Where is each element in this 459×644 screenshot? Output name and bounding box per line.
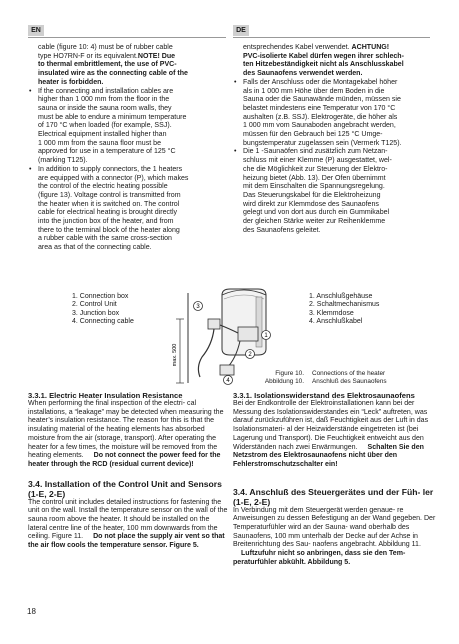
legend-de <box>309 293 379 327</box>
heading-line: 3.4. Installation of the Control Unit and <box>28 478 186 489</box>
supply-cable <box>198 329 214 377</box>
note-line: insulated wire as the connecting cable of the <box>38 70 188 78</box>
text-line: (marking T125). <box>38 157 88 165</box>
text-line: schluss mit einer Klemme (P) ausgestattet, wel- <box>243 157 392 165</box>
de-top-column <box>243 44 435 235</box>
figure-caption <box>264 370 387 385</box>
text-line: Das Steuerungskabel für die Elektroheizung <box>243 191 381 199</box>
text-line: als in 1 000 mm Höhe über dem Boden in die <box>243 87 385 95</box>
warning-line: Schalten Sie den Netzstrom des Elektrosaunaofens <box>233 443 424 460</box>
text-line: 1 000 mm from the sauna floor must be <box>38 139 161 147</box>
text-line: 1 000 mm vom Saunaboden angebracht werden, <box>243 122 396 130</box>
header-rule-left <box>28 37 226 38</box>
caption-de-text: Anschluß des Saunaofens <box>312 377 387 385</box>
text-line: naofens angebracht. Abbildung 11. <box>312 541 421 549</box>
callout-label: 1 <box>264 333 268 339</box>
note-line: ten Hitzebeständigkeit nicht als Anschlusskabel <box>243 61 404 69</box>
text-line: fastening the unit on the wall. Install the temperature <box>28 498 222 515</box>
callout-label: 3 <box>196 304 200 310</box>
heading-line: ler (1-E, 2-E) <box>233 486 434 507</box>
text-line: • In addition to supply connectors, the 1 heaters <box>38 165 183 173</box>
header-rule-right <box>233 37 430 38</box>
text-line: the control of the electric heating possible <box>38 183 168 191</box>
text-line: • If the connecting and installation cables are <box>38 87 174 95</box>
note-line: ACHTUNG! <box>351 44 390 51</box>
text-line: The control unit includes detailed instructions for <box>28 498 179 506</box>
text-line: al der Heizwiderstände eingetreten ist (bei Lagerung <box>233 426 419 442</box>
text-line: a rubber cable with the same cross-section <box>38 235 172 243</box>
section-heading-isolation: 3.3.1. Isolationswiderstand des Elektrosaunaofens <box>233 391 415 400</box>
text-line: • Die 1 -Saunaöfen sind zusätzlich zum Netzan- <box>243 148 388 156</box>
text-line: der gleichen Stärke weiter zur Reihenklemme <box>243 218 386 226</box>
text-line: ceiling. Figure 11. <box>28 533 84 541</box>
callout-label: 4 <box>226 378 230 384</box>
text-line: the heating elements. <box>28 443 218 460</box>
text-line: “Leck” auftreten, was darauf zurückzuführen ist, <box>233 408 428 425</box>
insulation-paragraph <box>28 400 230 470</box>
section-heading-steuergeraet <box>233 487 436 507</box>
steuergeraet-paragraph <box>233 507 436 568</box>
text-line: heizung bietet (Abb. 13). Der Ofen übernimmt <box>243 174 386 182</box>
text-line: daß Feuchtigkeit aus der Luft in das Isolationsmateri- <box>233 417 429 434</box>
legend-item: 4. Anschlußkabel <box>309 318 363 326</box>
legend-en <box>72 293 134 327</box>
bullet-kabelhoehe <box>233 79 435 149</box>
text-line: (figure 13). Voltage control is transmitted from <box>38 191 181 199</box>
text-line: approved for use in a temperature of 125 °C <box>38 148 176 156</box>
note-line: NOTE! Due <box>137 52 176 60</box>
note-line: des Saunaofens verwendet werden. <box>243 70 363 78</box>
connection-box <box>238 327 258 341</box>
warning-line: flow cools the temperature sensor. Figure 5. <box>51 542 199 550</box>
note-line: to thermal embrittlement, the use of PVC- <box>38 61 177 69</box>
text-line: the heater when it is switched on. The control <box>38 200 180 208</box>
text-line: des Saunaofens geleitet. <box>243 226 321 234</box>
heading-line: 3.4. Anschluß des Steuergerätes und der Füh- <box>233 486 421 497</box>
text-line: bungstemperatur zugelassen sein (Vermerk T125). <box>243 139 402 147</box>
legend-item: 2. Control Unit <box>72 301 117 309</box>
bullet-cable-height <box>28 88 228 166</box>
text-line: type HO7RN-F or its equivalent. <box>38 52 138 60</box>
note-line: heater is forbidden. <box>38 78 104 86</box>
text-line: belastet mindestens eine Temperatur von 170 °C <box>243 104 396 112</box>
text-line: re Anweisungen zu dessen Befestigung an der Wand <box>233 506 404 523</box>
heading-line: Sensors (1-E, 2-E) <box>28 478 222 499</box>
bullet-steuerklemme <box>233 148 435 235</box>
text-line: When performing the final inspection of the electri- <box>28 400 186 407</box>
text-line: sauna or inside the sauna room walls, they <box>38 104 172 112</box>
text-line: wand oberhalb des Saunaofens, 100 mm unterhalb <box>233 524 410 540</box>
caption-en-label: Figure 10. <box>275 370 304 377</box>
text-line: sensor on the wall of the sauna room above the <box>28 507 228 524</box>
text-line: cable for electrical heating is brought directly <box>38 209 178 217</box>
text-line: area as that of the connecting cable. <box>38 244 152 252</box>
text-line: mit dem Einschalten die Spannungsregelung. <box>243 183 385 191</box>
text-line: bei der Messung des Isolationswiderstandes ein <box>233 400 415 416</box>
warning-line: Do not connect the power feed for the heater <box>28 452 221 468</box>
warning-line: peraturfühler abkühlt. Abbildung 5. <box>233 558 351 566</box>
lang-tab-de: DE <box>233 25 249 36</box>
text-line: there to the terminal block of the heater along <box>38 226 180 234</box>
text-line: cable (figure 10: 4) must be of rubber cable <box>38 44 173 51</box>
text-line: aushalten (z.B. SSJ). Elektrogeräte, die höher als <box>243 113 398 121</box>
warning-line: nicht über den Fehlerstromschutzschalter ein! <box>233 452 398 468</box>
de-bottom-column <box>233 391 436 568</box>
caption-en-text: Connections of the heater <box>312 370 386 377</box>
text-line: into the junction box of the heater, and from <box>38 218 174 226</box>
text-line: der Decke auf der Achse in Breitenrichtung des Sau- <box>233 532 418 549</box>
text-line: air (storage, transport). After operating the heater <box>28 434 217 451</box>
text-line: must be able to endure a minimum temperature <box>38 113 187 121</box>
junction-box <box>208 319 220 329</box>
legend-item: 2. Schaltmechanismus <box>309 301 380 309</box>
section-heading-control-unit <box>28 479 230 499</box>
text-line: heater. It should be installed on the lateral centre <box>28 516 210 532</box>
text-line: for a few times, the moisture will be removed from <box>49 443 206 451</box>
text-line: gegeben. Der Temperaturfühler wird an der Sauna- <box>233 515 436 532</box>
text-line: Sauna oder die Saunawände münden, müssen sie <box>243 96 401 104</box>
caption-de-label: Abbildung 10. <box>264 377 304 385</box>
text-line: higher than 1 000 mm from the floor in the <box>38 96 170 104</box>
text-line: heating elements has absorbed moisture from the <box>28 426 205 442</box>
text-line: line of the heater, 100 mm downwards from the <box>70 524 218 532</box>
isolation-paragraph <box>233 400 436 470</box>
text-line: entsprechendes Kabel verwendet. <box>243 44 350 51</box>
text-line: In Verbindung mit dem Steuergerät werden genaue- <box>233 506 396 514</box>
de-intro <box>243 44 435 79</box>
text-line: Widerständen nach zwei Erwärmungen. <box>233 443 358 451</box>
text-line: are equipped with a connector (P), which makes <box>38 174 189 182</box>
warning-line: Do not place the supply air vent so that the air <box>28 533 225 550</box>
text-line: measuring the heater’s insulation resistance. The <box>28 408 224 425</box>
heater-illustration <box>222 289 266 355</box>
note-line: PVC-isolierte Kabel dürfen wegen ihrer schlech- <box>243 52 404 60</box>
legend-item: 3. Klemmdose <box>309 309 354 317</box>
lang-tab-en: EN <box>28 25 44 36</box>
text-line: • Falls der Anschluss oder die Montagekabel höher <box>243 78 398 86</box>
warning-line: through the RCD (residual current device)! <box>51 460 194 468</box>
bullet-control-connector <box>28 166 228 253</box>
text-line: Electrical equipment installed higher than <box>38 131 167 139</box>
text-line: gelegt und von dort aus durch ein Gummikabel <box>243 209 390 217</box>
text-line: of 170 °C when loaded (for example, SSJ). <box>38 122 172 130</box>
dimension-label: max. 500 <box>172 343 178 367</box>
en-top-column <box>38 44 228 253</box>
legend-item: 1. Anschlußgehäuse <box>309 293 373 300</box>
text-line: und Transport). Die Feuchtigkeit entweicht aus den <box>264 434 424 442</box>
legend-item: 4. Connecting cable <box>72 318 134 326</box>
control-unit-paragraph <box>28 499 230 551</box>
text-line: reason for this is that the insulating material of the <box>28 417 215 434</box>
legend-item: 1. Connection box <box>72 293 129 300</box>
legend-item: 3. Junction box <box>72 309 120 317</box>
text-line: cal installations, a “leakage” may be detected when <box>28 400 197 416</box>
text-line: Bei der Endkontrolle der Elektroinstallationen kann <box>233 400 391 407</box>
callout-label: 2 <box>248 352 252 358</box>
text-line: che die Möglichkeit zur Steuerung der Elektro- <box>243 165 388 173</box>
text-line: wird direkt zur Klemmdose des Saunaofens <box>243 200 379 208</box>
warning-line: Luftzufuhr nicht so anbringen, dass sie den Tem- <box>241 550 406 558</box>
en-intro <box>38 44 228 88</box>
control-unit <box>220 365 234 375</box>
en-bottom-column <box>28 391 230 551</box>
text-line: müssen für den Gebrauch bei 125 °C Umge- <box>243 131 383 139</box>
page-number: 18 <box>27 607 36 616</box>
section-heading-insulation: 3.3.1. Electric Heater Insulation Resistance <box>28 391 183 400</box>
